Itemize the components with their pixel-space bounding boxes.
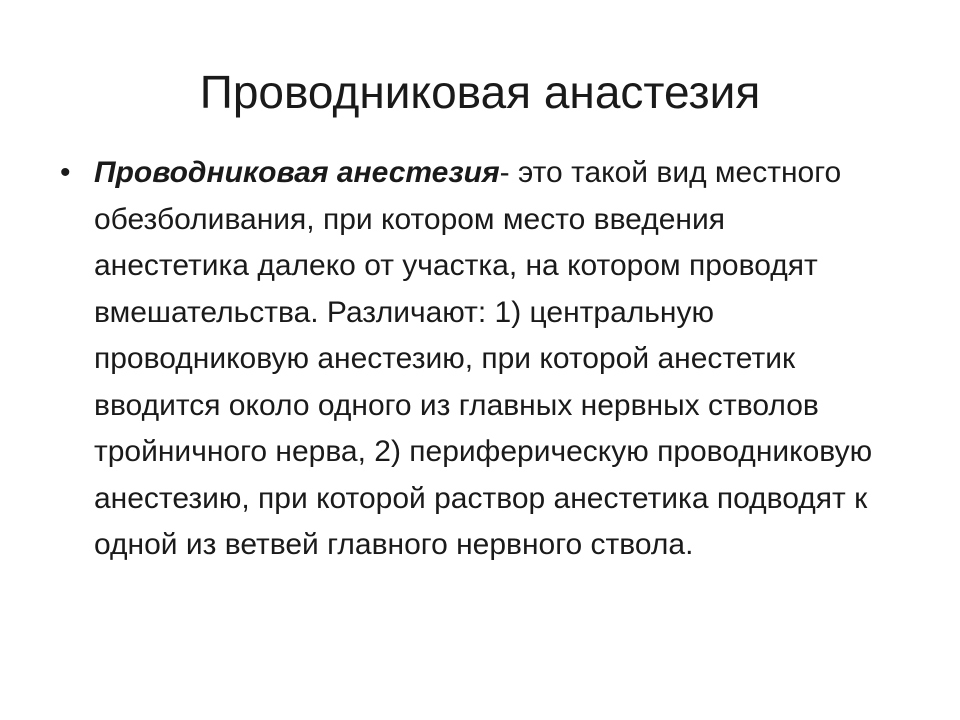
bullet-list <box>60 150 880 569</box>
slide-title: Проводниковая анастезия <box>199 66 761 118</box>
bullet-text: - это такой вид местного обезболивания, при котором место введения анестетика далеко от участка, на котором проводят вмешательства. Различают: 1) центральную проводниковую анестезию, при которой анестетик вводится около одного из главных нервных стволов тройничного нерва, 2) периферическую проводниковую анестезию, при которой раствор анестетика подводят к одной из ветвей главного нервного ствола. <box>94 156 873 561</box>
term-highlight: Проводниковая анестезия <box>94 156 500 189</box>
bullet-item <box>60 150 880 569</box>
bullet-marker: • <box>60 156 71 189</box>
